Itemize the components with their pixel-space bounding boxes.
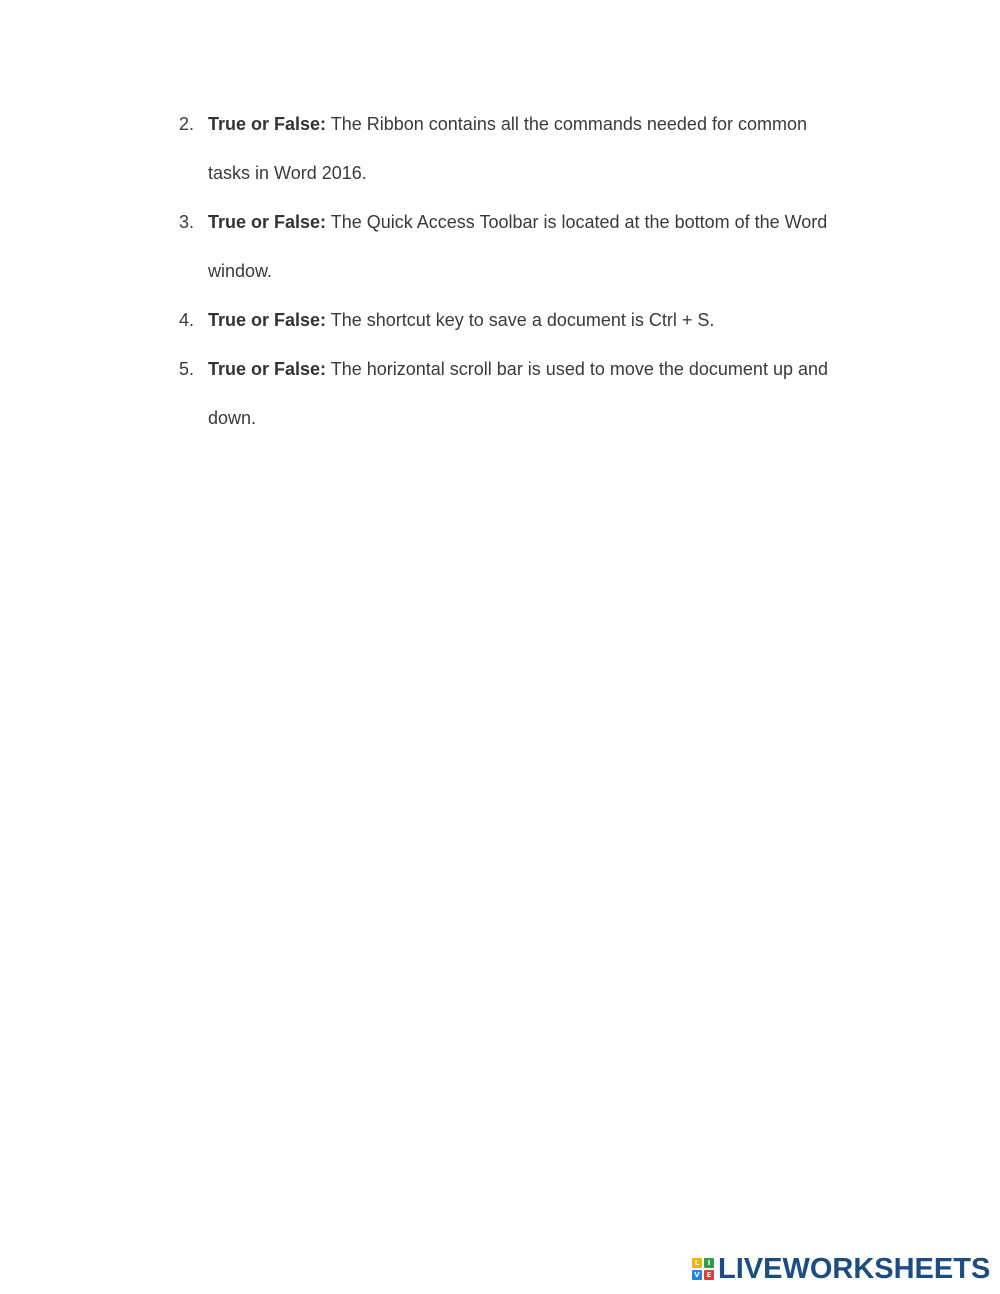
question-text-continuation: window. <box>208 261 273 281</box>
question-text: The Quick Access Toolbar is located at the bottom of the Word <box>326 212 828 232</box>
logo-mark-icon <box>692 1258 714 1280</box>
question-text: The shortcut key to save a document is Ctrl + S. <box>326 310 715 330</box>
logo-mark-tile: L <box>692 1258 702 1268</box>
logo-mark-tile: I <box>704 1258 714 1268</box>
question-prefix: True or False: <box>208 114 327 134</box>
logo-mark-tile: V <box>692 1270 702 1280</box>
question-number: 5. <box>179 359 195 379</box>
question-text-line <box>208 112 848 136</box>
question-number: 2. <box>179 114 195 134</box>
question-number: 4. <box>179 310 195 330</box>
logo-wordmark: LIVEWORKSHEETS <box>718 1253 991 1285</box>
question-prefix: True or False: <box>208 310 327 330</box>
logo-mark-tile: E <box>704 1270 714 1280</box>
question-text-line <box>208 308 848 332</box>
question-text: The horizontal scroll bar is used to move the document up and <box>326 359 828 379</box>
question-text-line <box>208 210 848 234</box>
question-prefix: True or False: <box>208 359 327 379</box>
question-text-continuation: tasks in Word 2016. <box>208 163 367 183</box>
liveworksheets-logo <box>692 1254 990 1284</box>
question-text-continuation: down. <box>208 408 257 428</box>
question-prefix: True or False: <box>208 212 327 232</box>
question-text-line <box>208 357 848 381</box>
question-text: The Ribbon contains all the commands needed for common <box>326 114 807 134</box>
question-number: 3. <box>179 212 195 232</box>
